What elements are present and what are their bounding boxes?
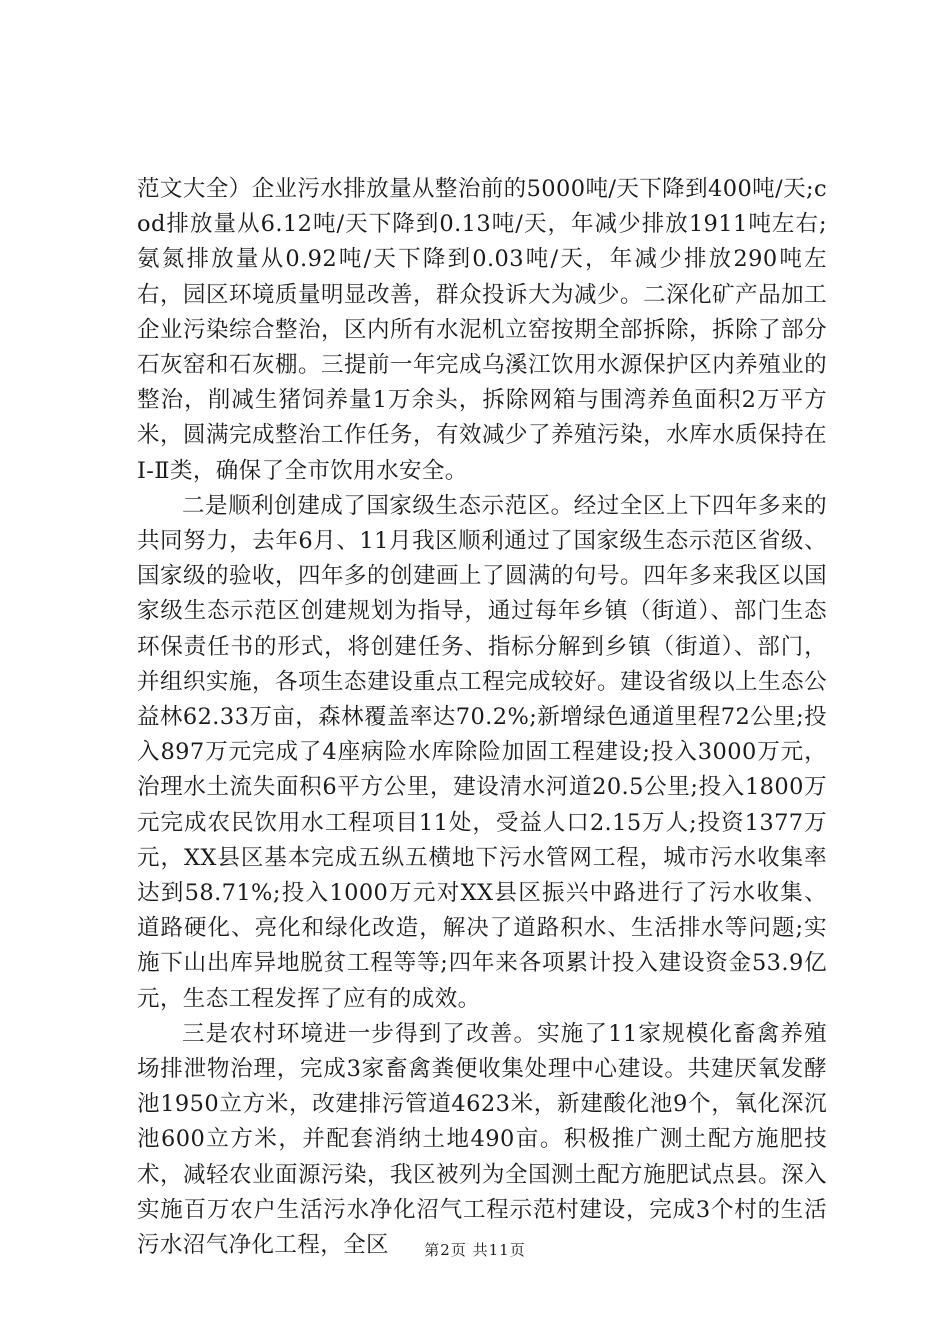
page-footer: 第2页 共11页 [424,1241,526,1259]
paragraph-2: 二是顺利创建成了国家级生态示范区。经过全区上下四年多来的共同努力，去年6月、11月我区顺利通过了国家级生态示范区省级、国家级的验收，四年多的创建画上了圆满的句号。四年多来我区以国家级生态示范区创建规划为指导，通过每年乡镇（街道）、部门生态环保责任书的形式，将创建任务、指标分解到乡镇（街道）、部门，并组织实施，各项生态建设重点工程完成较好。建设省级以上生态公益林62.33万亩，森林覆盖率达70.2%;新增绿色通道里程72公里;投入897万元完成了4座病险水库除险加固工程建设;投入3000万元，治理水土流失面积6平方公里，建设清水河道20.5公里;投入1800万元完成农民饮用水工程项目11处，受益人口2.15万人;投资1377万元，XX县区基本完成五纵五横地下污水管网工程，城市污水收集率达到58.71%;投入1000万元对XX县区振兴中路进行了污水收集、道路硬化、亮化和绿化改造，解决了道路积水、生活排水等问题;实施下山出库异地脱贫工程等等;四年来各项累计投入建设资金53.9亿元，生态工程发挥了应有的成效。 [137,492,827,1012]
paragraph-3: 三是农村环境进一步得到了改善。实施了11家规模化畜禽养殖场排泄物治理，完成3家畜禽粪便收集处理中心建设。共建厌氧发酵池1950立方米，改建排污管道4623米，新建酸化池9个，氧化深沉池600立方米，并配套消纳土地490亩。积极推广测土配方施肥技术，减轻农业面源污染，我区被列为全国测土配方施肥试点县。深入实施百万农户生活污水净化沼气工程示范村建设，完成3个村的生活污水沼气净化工程，全区 [137,1020,827,1259]
document-body [137,172,827,1263]
paragraph-1: 范文大全）企业污水排放量从整治前的5000吨/天下降到400吨/天;cod排放量从6.12吨/天下降到0.13吨/天，年减少排放1911吨左右;氨氮排放量从0.92吨/天下降到0.03吨/天，年减少排放290吨左右，园区环境质量明显改善，群众投诉大为减少。二深化矿产品加工企业污染综合整治，区内所有水泥机立窑按期全部拆除，拆除了部分石灰窑和石灰棚。三提前一年完成乌溪江饮用水源保护区内养殖业的整治，削减生猪饲养量1万余头，拆除网箱与围湾养鱼面积2万平方米，圆满完成整治工作任务，有效减少了养殖污染，水库水质保持在Ⅰ-Ⅱ类，确保了全市饮用水安全。 [137,176,827,484]
